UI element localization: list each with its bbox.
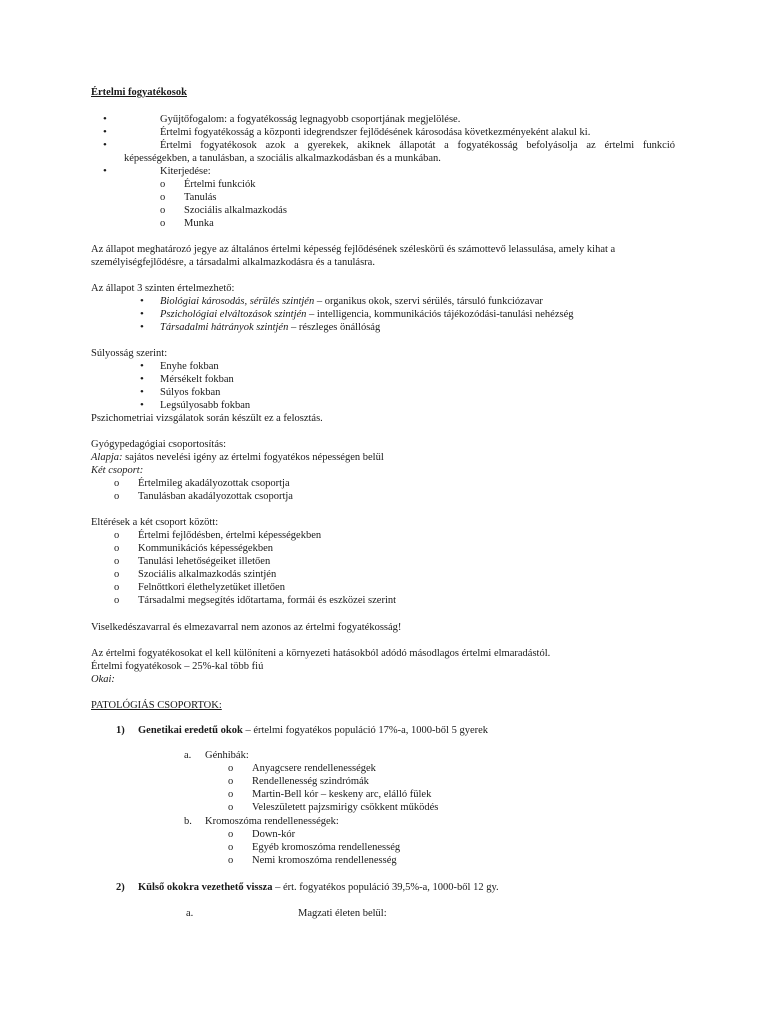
intro-bullet: Értelmi fogyatékosság a központi idegrendszer fejlődésének károsodása következményeként alakul ki. <box>160 127 591 138</box>
circle-bullet-icon: o <box>114 530 120 541</box>
diff-item: Tanulási lehetőségeiket illetően <box>138 556 271 567</box>
circle-bullet-icon: o <box>228 855 234 866</box>
bullet-icon: • <box>140 399 144 411</box>
grouping-basis: Alapja: sajátos nevelési igény az értelmi fogyatékos népességen belül <box>91 452 384 463</box>
g2a-letter: a. <box>186 908 194 919</box>
distinguish-note: Az értelmi fogyatékosokat el kell különíteni a környezeti hatásokból adódó másodlagos értelmi elmaradástól. <box>91 648 551 659</box>
severity-note: Pszichometriai vizsgálatok során készült ez a felosztás. <box>91 413 323 424</box>
group1-number: 1) <box>116 725 125 736</box>
diff-intro: Eltérések a két csoport között: <box>91 517 219 528</box>
group-item: Tanulásban akadályozottak csoportja <box>138 491 293 502</box>
group-item: Értelmileg akadályozottak csoportja <box>138 478 290 489</box>
levels-intro: Az állapot 3 szinten értelmezhető: <box>91 283 235 294</box>
diff-item: Társadalmi megsegítés időtartama, formái és eszközei szerint <box>138 595 397 606</box>
diff-item: Értelmi fejlődésben, értelmi képességekben <box>138 530 322 541</box>
bullet-icon: • <box>103 126 107 138</box>
intro-bullet: Kiterjedése: <box>160 166 211 177</box>
level-item: Pszichológiai elváltozások szintjén – intelligencia, kommunikációs tájékozódási-tanulási nehézség <box>160 309 574 320</box>
extent-item: Értelmi funkciók <box>184 179 256 190</box>
grouping-intro: Gyógypedagógiai csoportosítás: <box>91 439 227 450</box>
bullet-icon: • <box>103 139 107 151</box>
g1b-label: Kromoszóma rendellenességek: <box>205 816 339 827</box>
group2-number: 2) <box>116 882 125 893</box>
bullet-icon: • <box>103 113 107 125</box>
circle-bullet-icon: o <box>228 842 234 853</box>
severity-item: Mérsékelt fokban <box>160 374 234 385</box>
circle-bullet-icon: o <box>114 556 120 567</box>
g1a-letter: a. <box>184 750 192 761</box>
g1a-item: Anyagcsere rendellenességek <box>252 763 376 774</box>
patho-heading: PATOLÓGIÁS CSOPORTOK: <box>91 700 222 711</box>
bullet-icon: • <box>140 386 144 398</box>
circle-bullet-icon: o <box>160 192 166 203</box>
g2a-label: Magzati életen belül: <box>298 908 387 919</box>
extent-item: Munka <box>184 218 214 229</box>
g1a-item: Veleszületett pajzsmirigy csökkent működés <box>252 802 439 813</box>
severity-item: Legsúlyosabb fokban <box>160 400 251 411</box>
bullet-icon: • <box>140 321 144 333</box>
circle-bullet-icon: o <box>114 478 120 489</box>
bullet-icon: • <box>140 360 144 372</box>
intro-bullet: Gyűjtőfogalom: a fogyatékosság legnagyobb csoportjának megjelölése. <box>160 114 461 125</box>
severity-item: Enyhe fokban <box>160 361 219 372</box>
circle-bullet-icon: o <box>114 595 120 606</box>
behavior-note: Viselkedészavarral és elmezavarral nem azonos az értelmi fogyatékosság! <box>91 622 402 633</box>
circle-bullet-icon: o <box>114 582 120 593</box>
circle-bullet-icon: o <box>228 829 234 840</box>
group2-heading: Külső okokra vezethető vissza – ért. fogyatékos populáció 39,5%-a, 1000-ből 12 gy. <box>138 882 499 893</box>
diff-item: Felnőttkori élethelyzetüket illetően <box>138 582 285 593</box>
bullet-icon: • <box>103 165 107 177</box>
page-title: Értelmi fogyatékosok <box>91 87 187 98</box>
circle-bullet-icon: o <box>114 569 120 580</box>
circle-bullet-icon: o <box>114 543 120 554</box>
diff-item: Kommunikációs képességekben <box>138 543 274 554</box>
circle-bullet-icon: o <box>228 776 234 787</box>
level-item: Társadalmi hátrányok szintjén – részleges önállóság <box>160 322 381 333</box>
g1b-item: Down-kór <box>252 829 296 840</box>
causes-label: Okai: <box>91 674 115 685</box>
circle-bullet-icon: o <box>228 763 234 774</box>
bullet-icon: • <box>140 295 144 307</box>
circle-bullet-icon: o <box>228 789 234 800</box>
intro-bullet-continuation: képességekben, a tanulásban, a szociális alkalmazkodásban és a munkában. <box>124 153 441 164</box>
extent-item: Tanulás <box>184 192 217 203</box>
diff-item: Szociális alkalmazkodás szintjén <box>138 569 277 580</box>
two-groups-label: Két csoport: <box>91 465 144 476</box>
state-paragraph-line: személyiségfejlődésre, a társadalmi alkalmazkodásra és a tanulásra. <box>91 257 375 268</box>
severity-item: Súlyos fokban <box>160 387 221 398</box>
group1-heading: Genetikai eredetű okok – értelmi fogyatékos populáció 17%-a, 1000-ből 5 gyerek <box>138 725 489 736</box>
bullet-icon: • <box>140 373 144 385</box>
g1b-item: Egyéb kromoszóma rendellenesség <box>252 842 401 853</box>
g1a-label: Génhibák: <box>205 750 249 761</box>
circle-bullet-icon: o <box>160 179 166 190</box>
g1b-item: Nemi kromoszóma rendellenesség <box>252 855 397 866</box>
boys-note: Értelmi fogyatékosok – 25%-kal több fiú <box>91 661 264 672</box>
state-paragraph-line: Az állapot meghatározó jegye az általános értelmi képesség fejlődésének széleskörű és számottevő lelassulása, amely kihat a <box>91 244 616 255</box>
level-item: Biológiai károsodás, sérülés szintjén – organikus okok, szervi sérülés, társuló funkciózavar <box>160 296 543 307</box>
circle-bullet-icon: o <box>228 802 234 813</box>
circle-bullet-icon: o <box>160 205 166 216</box>
bullet-icon: • <box>140 308 144 320</box>
intro-bullet: Értelmi fogyatékosok azok a gyerekek, akiknek állapotát a fogyatékosság befolyásolja az értelmi funkció <box>160 140 675 151</box>
circle-bullet-icon: o <box>114 491 120 502</box>
g1b-letter: b. <box>184 816 192 827</box>
g1a-item: Rendellenesség szindrómák <box>252 776 369 787</box>
circle-bullet-icon: o <box>160 218 166 229</box>
g1a-item: Martin-Bell kór – keskeny arc, elálló fülek <box>252 789 432 800</box>
extent-item: Szociális alkalmazkodás <box>184 205 287 216</box>
severity-intro: Súlyosság szerint: <box>91 348 168 359</box>
